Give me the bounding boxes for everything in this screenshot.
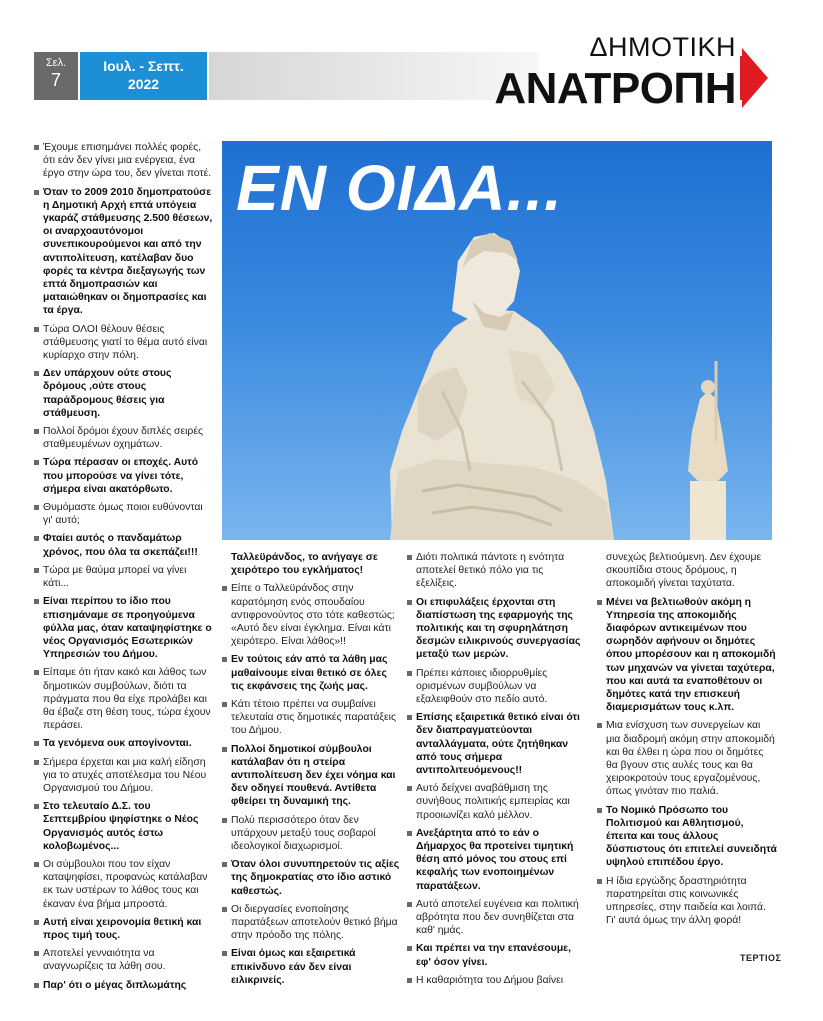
issue-date-tab: [80, 52, 207, 100]
text-column-1: [34, 141, 214, 997]
paragraph: Μια ενίσχυση των συνεργείων και μια διαδρομή ακόμη στην αποκομιδή και θα έλθει η ώρα που οι δημότες θα βγουν στις αυλές τους και θα χειροκροτούν τους εργαζομένους, όπως γινόταν πιο παλιά.: [597, 719, 777, 798]
paragraph: Έχουμε επισημάνει πολλές φορές, ότι εάν δεν γίνει μια ενέργεια, ένα έργο στην ώρα του, δεν γίνεται ποτέ.: [34, 141, 214, 181]
logo-red-arrow-icon: [742, 48, 768, 108]
photo-headline: ΕΝ ΟΙΔΑ...: [236, 152, 563, 224]
paragraph: Όταν όλοι συνυπηρετούν τις αξίες της δημοκρατίας στο ίδιο αστικό καθεστώς.: [222, 858, 400, 898]
paragraph: Τώρα πέρασαν οι εποχές. Αυτό που μπορούσε να γίνει τότε, σήμερα είναι ακατόρθωτο.: [34, 456, 214, 496]
paragraph: Ανεξάρτητα από το εάν ο Δήμαρχος θα προτείνει τιμητική θέση από μόνος του στους επί κεφαλής των ενοποιημένων παρατάξεων.: [407, 827, 585, 893]
paragraph: Πολύ περισσότερο όταν δεν υπάρχουν μεταξύ τους σοβαροί ιδεολογικοί διαχωρισμοί.: [222, 814, 400, 854]
paragraph: Μένει να βελτιωθούν ακόμη η Υπηρεσία της αποκομιδής διαφόρων αντικειμένων που σωρηδόν αφήνουν οι δημότες όπου μπορέσουν και η αποκομιδή των μηχανών να γίνεται ταχύτερα, που και αυτά τα εναποθέτουν οι δημότες κατά την επισκευή διαμερισμάτων τους κ.λπ.: [597, 596, 777, 715]
paragraph: Είπε ο Ταλλεϋράνδος στην καρατόμηση ενός σπουδαίου αντιφρονούντος στο τότε καθεστώς; «Αυτό δεν είναι έγκλημα. Είναι κάτι χειρότερο. Είναι λάθος»!!: [222, 582, 400, 648]
paragraph: Σήμερα έρχεται και μια καλή είδηση για το ατυχές αποτέλεσμα του Νέου Οργανισμού του Δήμου.: [34, 756, 214, 796]
paragraph: Οι επιφυλάξεις έρχονται στη διαπίστωση της εφαρμογής της πολιτικής και τη σφυρηλάτηση δεσμών ειλικρινούς συνεργασίας μεταξύ των μερών.: [407, 596, 585, 662]
paragraph: Στο τελευταίο Δ.Σ. του Σεπτεμβρίου ψηφίστηκε ο Νέος Οργανισμός αυτός έστω κολοβωμένος...: [34, 800, 214, 853]
page-number-tab: [34, 52, 78, 100]
paragraph: Φταίει αυτός ο πανδαμάτωρ χρόνος, που όλα τα σκεπάζει!!!: [34, 532, 214, 558]
paragraph: Θυμόμαστε όμως ποιοι ευθύνονται γι' αυτό;: [34, 501, 214, 527]
paragraph: Είναι περίπου το ίδιο που επισημάναμε σε προηγούμενα φύλλα μας, όταν καταψηφίστηκε ο νέος Οργανισμός Εσωτερικών Υπηρεσιών του Δήμου.: [34, 595, 214, 661]
paragraph: Εν τούτοις εάν από τα λάθη μας μαθαίνουμε είναι θετικό σε όλες τις εκφάνσεις της ζωής μας.: [222, 653, 400, 693]
text-column-3: [407, 551, 585, 992]
paragraph: Τώρα με θαύμα μπορεί να γίνει κάτι...: [34, 564, 214, 590]
page-label: Σελ.: [45, 57, 67, 69]
paragraph: Οι διεργασίες ενοποίησης παρατάξεων αποτελούν θετικό βήμα στην πρόοδο της πόλης.: [222, 903, 400, 943]
masthead-top-word: ΔΗΜΟΤΙΚΗ: [589, 32, 736, 62]
paragraph: Αυτό δείχνει αναβάθμιση της συνήθους πολιτικής εμπειρίας και προοιωνίζει καλό μέλλον.: [407, 782, 585, 822]
paragraph: Και πρέπει να την επανέσουμε, εφ' όσον γίνει.: [407, 942, 585, 968]
paragraph: Όταν το 2009 2010 δημοπρατούσε η Δημοτική Αρχή επτά υπόγεια γκαράζ στάθμευσης 2.500 θέσεων, οι αναρχοαυτόνομοι συνεπικουρούμενοι και από την αντιπολίτευση, κατέλαβαν δυο φορές τα κέντρα διεξαγωγής των επτά δημοπρασιών και ματαιώθηκαν οι δημοπρασίες και τα έργα.: [34, 186, 214, 318]
paragraph: Το Νομικό Πρόσωπο του Πολιτισμού και Αθλητισμού, έπειτα και τους άλλους δύσπιστους ότι επιτελεί συνειδητά υψηλού επιπέδου έργο.: [597, 804, 777, 870]
masthead-bottom-word: ΑΝΑΤΡΟΠΗ: [494, 64, 736, 113]
paragraph: Επίσης εξαιρετικά θετικό είναι ότι δεν διαπραγματεύονται ανταλλάγματα, ούτε ζητήθηκαν από τους σήμερα αντιπολιτευόμενους!!: [407, 711, 585, 777]
paragraph: Πολλοί δρόμοι έχουν διπλές σειρές σταθμευμένων οχημάτων.: [34, 425, 214, 451]
paragraph: Τώρα ΟΛΟΙ θέλουν θέσεις στάθμευσης γιατί το θέμα αυτό είναι κυρίαρχο στην πόλη.: [34, 323, 214, 363]
paragraph: συνεχώς βελτιούμενη. Δεν έχουμε σκουπίδια στους δρόμους, η αποκομιδή γίνεται ταχύτατα.: [606, 552, 762, 590]
paragraph: Πρέπει κάποιες ιδιορρυθμίες ορισμένων συμβούλων να εξαλειφθούν στο πεδίο αυτό.: [407, 667, 585, 707]
paragraph: Πολλοί δημοτικοί σύμβουλοι κατάλαβαν ότι η στείρα αντιπολίτευση δεν έχει νόημα και δεν οδηγεί πουθενά. Αντίθετα φθείρει τη δυναμική της.: [222, 743, 400, 809]
paragraph: Κάτι τέτοιο πρέπει να συμβαίνει τελευταία στις δημοτικές παρατάξεις του Δήμου.: [222, 698, 400, 738]
paragraph: Ταλλεϋράνδος, το ανήγαγε σε χειρότερο του εγκλήματος!: [231, 552, 378, 577]
paragraph: Η ίδια εργώδης δραστηριότητα παρατηρείται στις κοινωνικές υπηρεσίες, στην παιδεία και λοιπά. Γι' αυτά όμως την άλλη φορά!: [597, 875, 777, 928]
paragraph: Διότι πολιτικά πάντοτε η ενότητα αποτελεί θετικό πόλο για τις εξελίξεις.: [407, 551, 585, 591]
paragraph: Δεν υπάρχουν ούτε στους δρόμους ,ούτε στους παράδρομους θέσεις για στάθμευση.: [34, 367, 214, 420]
page-number: 7: [50, 70, 61, 90]
paragraph: Αυτό αποτελεί ευγένεια και πολιτική αβρότητα που δεν συνηθίζεται στα καθ' ημάς.: [407, 898, 585, 938]
paragraph: Παρ' ότι ο μέγας διπλωμάτης: [34, 979, 214, 992]
masthead-logo: [494, 30, 776, 113]
paragraph: Είπαμε ότι ήταν κακό και λάθος των δημοτικών συμβούλων, διότι τα πράγματα που θα είχε προλάβει και θα έβαζε στη θέση τους, τώρα έχουν περάσει.: [34, 666, 214, 732]
text-column-4: [597, 551, 777, 932]
paragraph: Οι σύμβουλοι που τον είχαν καταψηφίσει, προφανώς κατάλαβαν εκ των υστέρων το λάθος τους και έκαναν ένα βήμα μπροστά.: [34, 858, 214, 911]
issue-months: Ιουλ. - Σεπτ.: [103, 58, 184, 74]
paragraph: Η καθαριότητα του Δήμου βαίνει: [407, 974, 585, 987]
paragraph: Αποτελεί γενναιότητα να αναγνωρίζεις τα λάθη σου.: [34, 947, 214, 973]
paragraph: Αυτή είναι χειρονομία θετική και προς τιμή τους.: [34, 916, 214, 942]
issue-year: 2022: [127, 76, 160, 92]
paragraph: Είναι όμως και εξαιρετικά επικίνδυνο εάν δεν είναι ειλικρινείς.: [222, 947, 400, 987]
socrates-statue-photo: [222, 141, 772, 540]
header-gradient-bar: [209, 52, 539, 100]
text-column-2: [222, 551, 400, 992]
paragraph: Τα γενόμενα ουκ απογίνονται.: [34, 737, 214, 750]
author-signature: ΤΕΡΤΙΟΣ: [740, 953, 782, 963]
